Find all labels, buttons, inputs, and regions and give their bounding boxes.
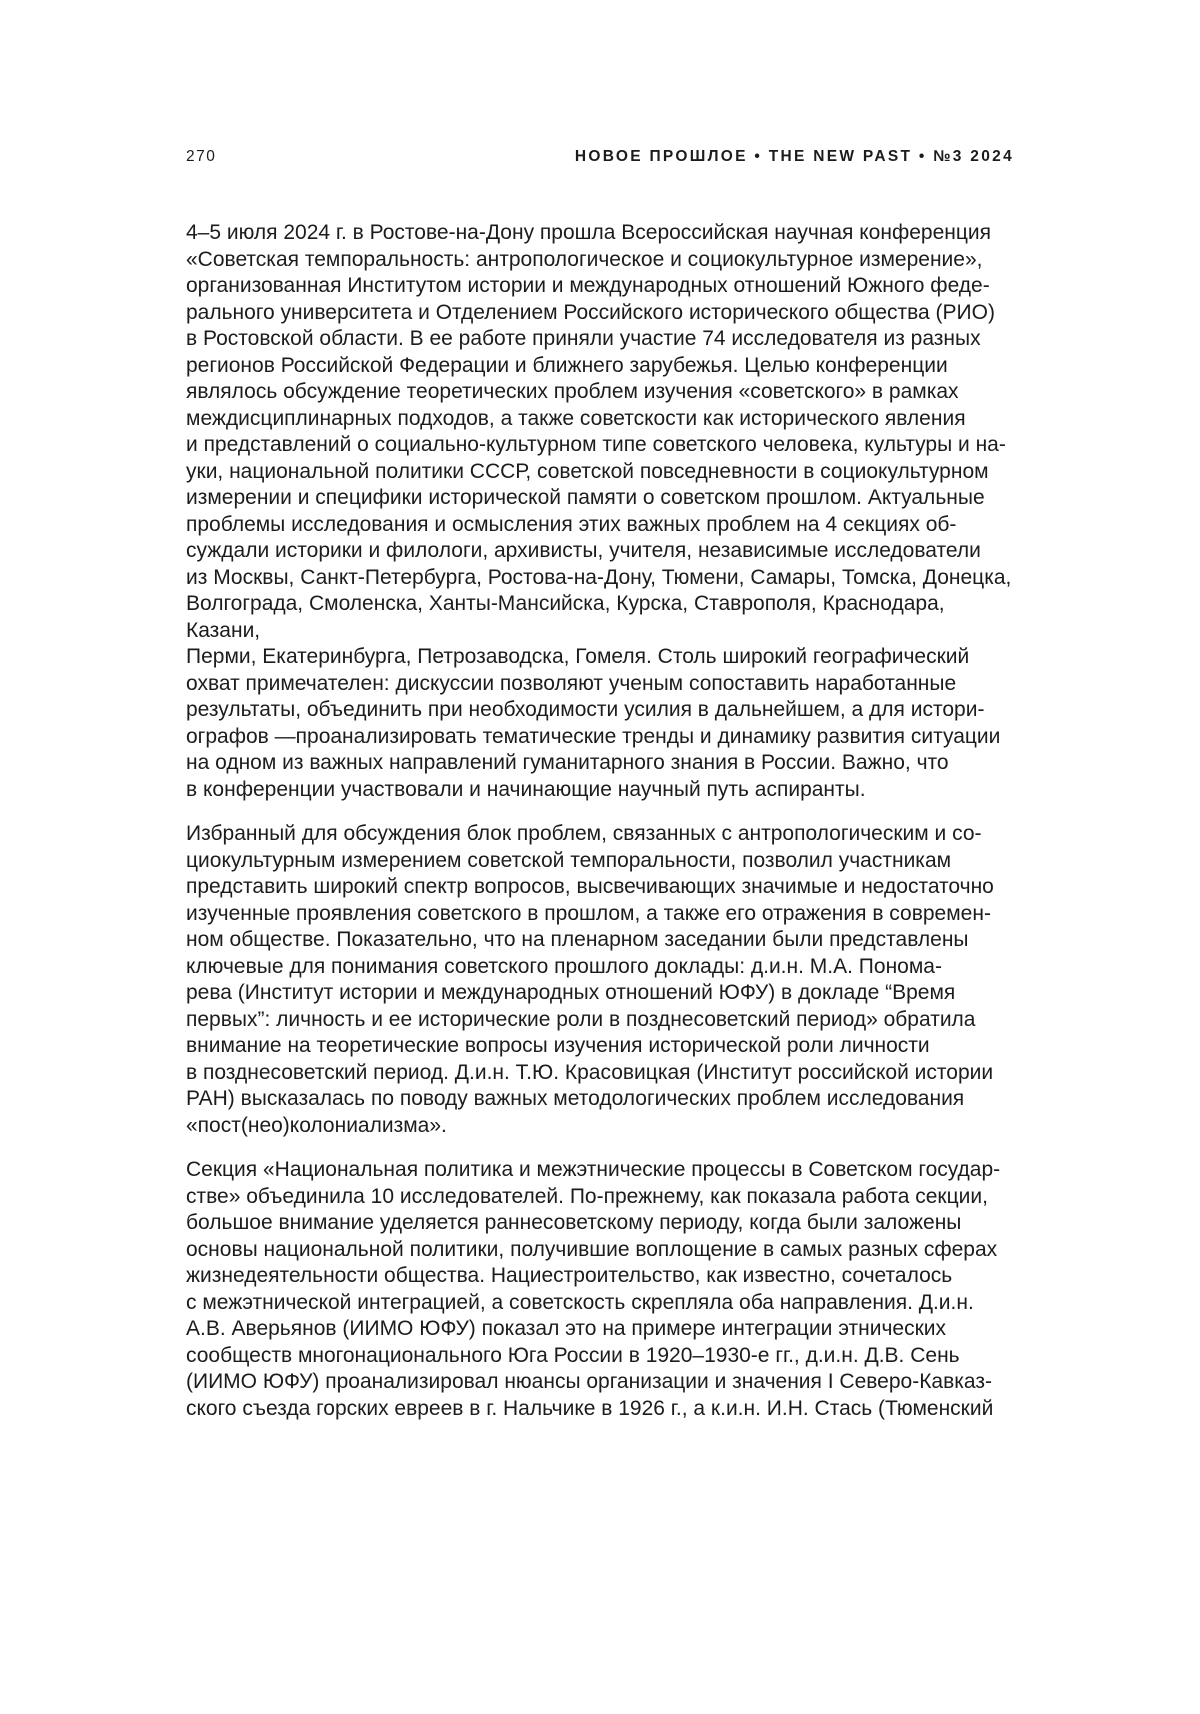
page-number: 270 [186,148,217,165]
paragraph-section-national-policy: Секция «Национальная политика и межэтнические процессы в Советском государ- стве» объединила 10 исследователей. По-прежнему, как показала работа секции, большое внимание уделяется раннесоветскому периоду, когда были заложены основы национальной политики, получившие воплощение в самых разных сферах жизнедеятельности общества. Нациестроительство, как известно, сочеталось с межэтнической интеграцией, а советскость скрепляла оба направления. Д.и.н. А.В. Аверьянов (ИИМО ЮФУ) показал это на примере интеграции этнических сообществ многонационального Юга России в 1920–1930-е гг., д.и.н. Д.В. Сень (ИИМО ЮФУ) проанализировал нюансы организации и значения I Северо-Кавказ- ского съезда горских евреев в г. Нальчике в 1926 г., а к.и.н. И.Н. Стась (Тюменский [186,1158,1001,1420]
article-body [186,220,1014,1422]
paragraph-plenary-session: Избранный для обсуждения блок проблем, связанных с антропологическим и со- циокультурным измерением советской темпоральности, позволил участникам представить широкий спектр вопросов, высвечивающих значимые и недостаточно изученные проявления советского в прошлом, а также его отражения в современ- ном обществе. Показательно, что на пленарном заседании были представлены ключевые для понимания советского прошлого доклады: д.и.н. М.А. Понома- рева (Институт истории и международных отношений ЮФУ) в докладе “Время первых”: личность и ее исторические роли в позднесоветский период» обратила внимание на теоретические вопросы изучения исторической роли личности в позднесоветский период. Д.и.н. Т.Ю. Красовицкая (Институт российской истории РАН) высказалась по поводу важных методологических проблем исследования «пост(нео)колониализма». [186,822,994,1137]
paragraph-conference-overview: 4–5 июля 2024 г. в Ростове-на-Дону прошла Всероссийская научная конференция «Советская темпоральность: антропологическое и социокультурное измерение», организованная Институтом истории и международных отношений Южного феде- рального университета и Отделением Российского исторического общества (РИО) в Ростовской области. В ее работе приняли участие 74 исследователя из разных регионов Российской Федерации и ближнего зарубежья. Целью конференции являлось обсуждение теоретических проблем изучения «советского» в рамках междисциплинарных подходов, а также советскости как исторического явления и представлений о социально-культурном типе советского человека, культуры и на- уки, национальной политики СССР, советской повседневности в социокультурном измерении и специфики исторической памяти о советском прошлом. Актуальные проблемы исследования и осмысления этих важных проблем на 4 секциях об- суждали историки и филологи, архивисты, учителя, независимые исследователи из Москвы, Санкт-Петербурга, Ростова-на-Дону, Тюмени, Самары, Томска, Донецка, Волгограда, Смоленска, Ханты-Мансийска, Курска, Ставрополя, Краснодара, Казани, Перми, Екатеринбурга, Петрозаводска, Гомеля. Столь широкий географический охват примечателен: дискуссии позволяют ученым сопоставить наработанные результаты, объединить при необходимости усилия в дальнейшем, а для истори- ографов —проанализировать тематические тренды и динамику развития ситуации на одном из важных направлений гуманитарного знания в России. Важно, что в конференции участвовали и начинающие научный путь аспиранты. [186,221,1012,801]
running-header [186,148,1014,166]
running-title: НОВОЕ ПРОШЛОЕ • THE NEW PAST • №3 2024 [574,148,1014,165]
